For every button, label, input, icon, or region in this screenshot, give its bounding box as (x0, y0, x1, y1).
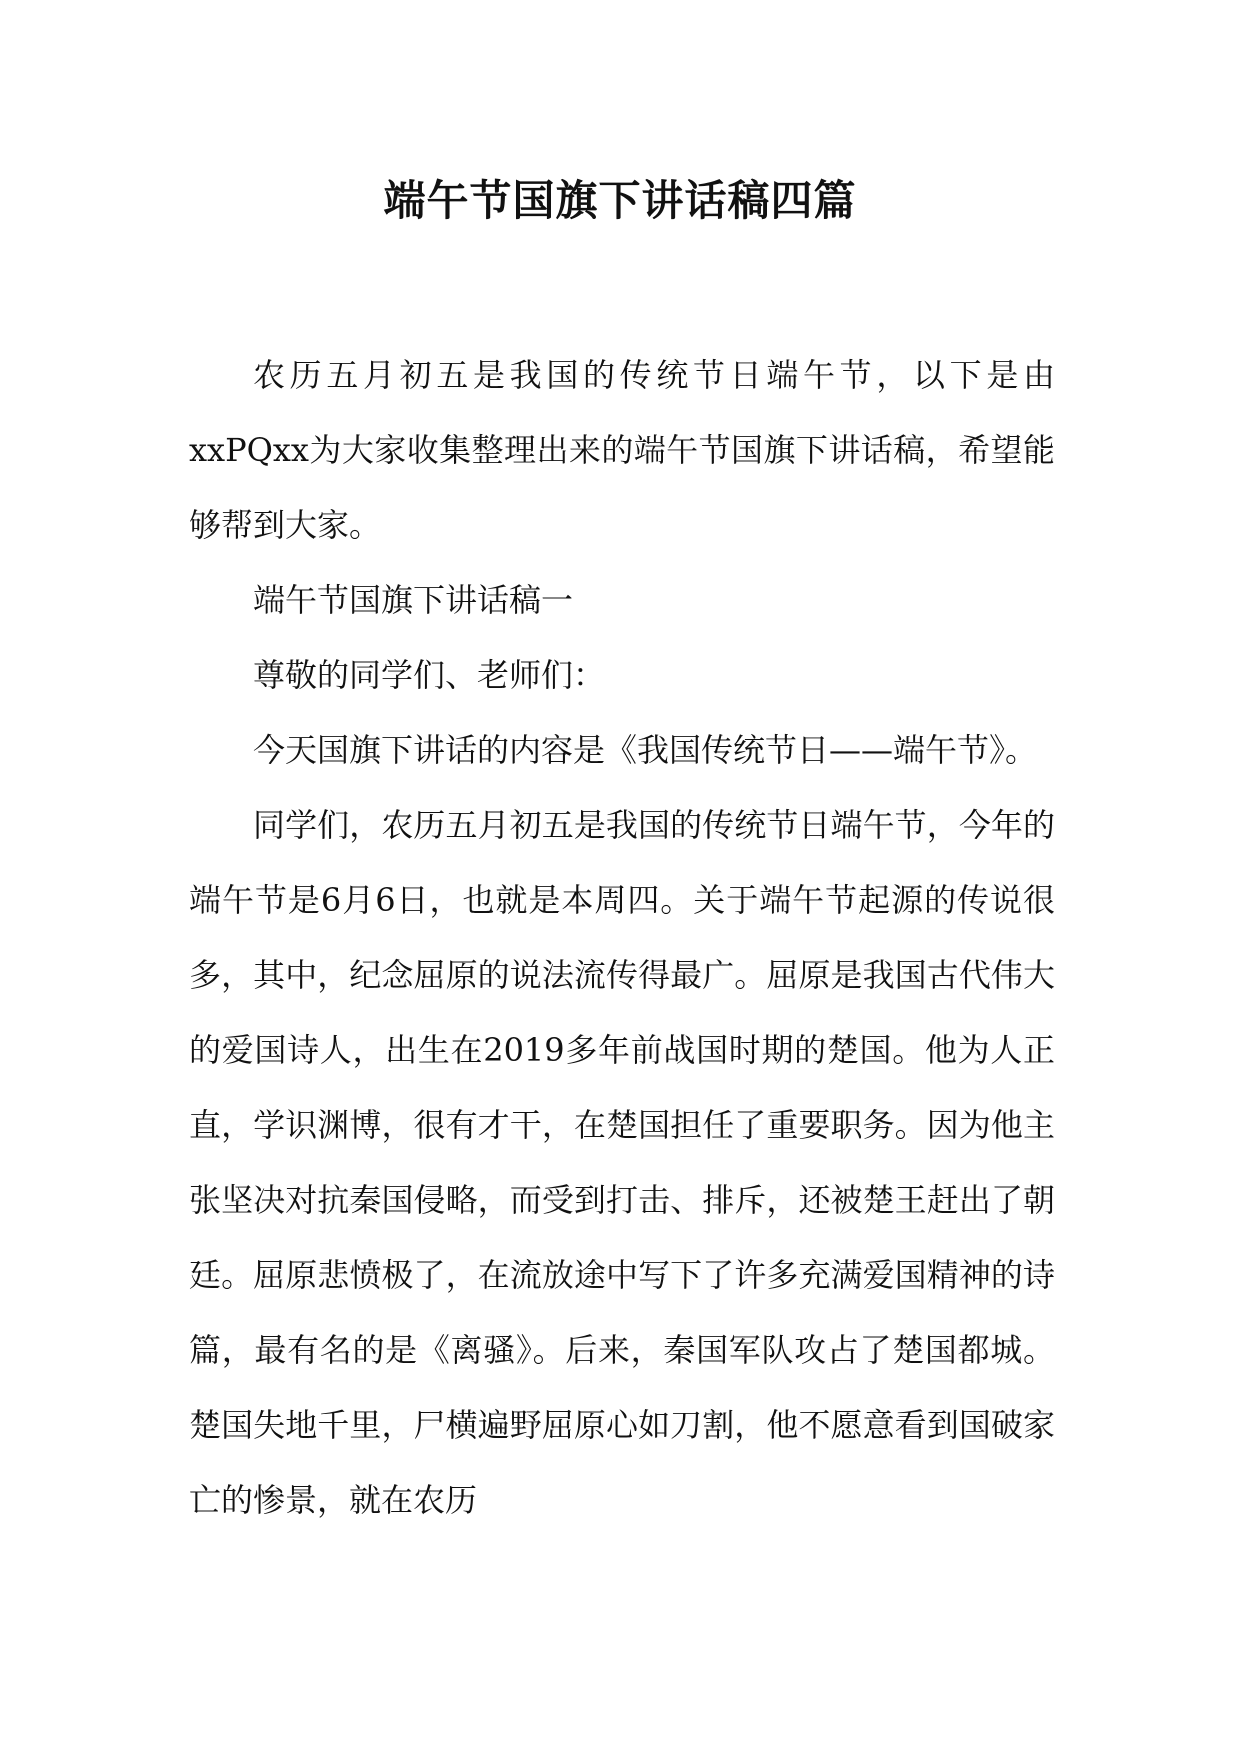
document-title: 端午节国旗下讲话稿四篇 (383, 176, 857, 225)
topic-paragraph: 今天国旗下讲话的内容是《我国传统节日——端午节》。 (253, 731, 1038, 769)
salutation: 尊敬的同学们、老师们： (253, 656, 606, 694)
section-heading: 端午节国旗下讲话稿一 (253, 581, 574, 619)
document-body (189, 338, 1055, 1538)
story-paragraph: 同学们，农历五月初五是我国的传统节日端午节，今年的端午节是6月6日，也就是本周四。关于端午节起源的传说很多，其中，纪念屈原的说法流传得最广。屈原是我国古代伟大的爱国诗人，出生在2019多年前战国时期的楚国。他为人正直，学识渊博，很有才干，在楚国担任了重要职务。因为他主张坚决对抗秦国侵略，而受到打击、排斥，还被楚王赶出了朝廷。屈原悲愤极了，在流放途中写下了许多充满爱国精神的诗篇，最有名的是《离骚》。后来，秦国军队攻占了楚国都城。楚国失地千里，尸横遍野屈原心如刀割，他不愿意看到国破家亡的惨景，就在农历 (189, 806, 1055, 1519)
intro-paragraph: 农历五月初五是我国的传统节日端午节，以下是由xxPQxx为大家收集整理出来的端午节国旗下讲话稿，希望能够帮到大家。 (189, 356, 1055, 544)
